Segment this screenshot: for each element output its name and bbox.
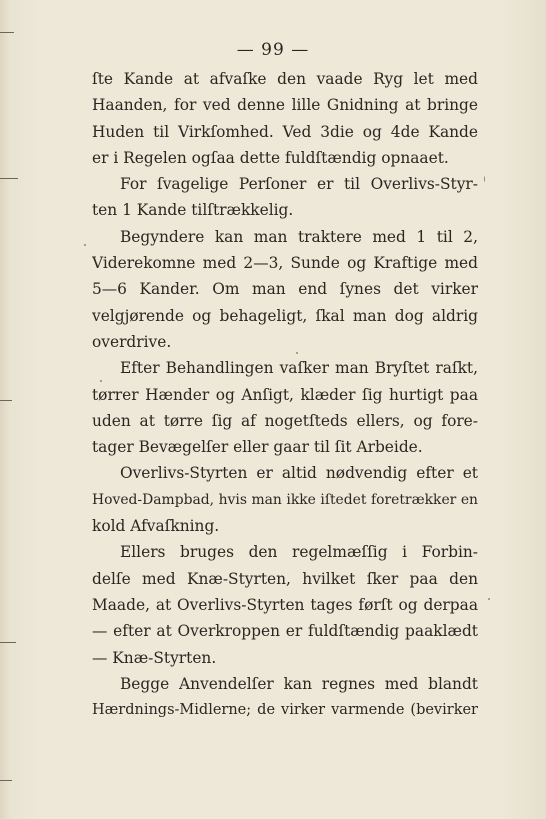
text-line: Viderekomne med 2—3, Sunde og Kraftige med <box>92 254 478 273</box>
text-line: Overlivs-Styrten er altid nødvendig efter et <box>120 464 478 483</box>
text-line: Begyndere kan man traktere med 1 til 2, <box>120 227 478 246</box>
text-line: — Knæ-Styrten. <box>92 648 217 667</box>
text-line: Hoved-Dampbad, hvis man ikke iſtedet foretrækker en <box>92 491 478 508</box>
text-line: Hærdnings-Midlerne; de virker varmende (bevirker <box>92 702 478 719</box>
text-line: kold Afvaſkning. <box>92 517 220 536</box>
body-text <box>92 66 478 723</box>
text-line: overdrive. <box>92 332 172 351</box>
ink-speck <box>84 244 86 246</box>
text-line: tørrer Hænder og Anſigt, klæder ſig hurtigt paa <box>92 385 478 404</box>
text-line: — efter at Overkroppen er fuldſtændig paaklædt <box>92 622 478 641</box>
text-line: Efter Behandlingen vaſker man Bryſtet raſkt, <box>120 359 478 378</box>
gutter-mark <box>0 780 12 781</box>
text-line: velgjørende og behageligt, ſkal man dog aldrig <box>92 306 478 325</box>
gutter-mark <box>0 400 12 401</box>
text-line: er i Regelen ogſaa dette fuldſtændig opnaaet. <box>92 148 449 167</box>
text-line: Ellers bruges den regelmæſſig i Forbin- <box>120 543 478 562</box>
text-line: 5—6 Kander. Om man end ſynes det virker <box>92 280 478 299</box>
text-line: Maade, at Overlivs-Styrten tages førſt og derpaa <box>92 595 478 614</box>
text-line: Begge Anvendelſer kan regnes med blandt <box>120 674 478 693</box>
text-line: ten 1 Kande tilſtrækkelig. <box>92 201 294 220</box>
gutter-mark <box>0 642 16 643</box>
text-line: tager Bevægelſer eller gaar til ſit Arbeide. <box>92 438 423 457</box>
gutter-mark <box>0 178 18 179</box>
page-number: — 99 — <box>236 40 310 60</box>
text-line: uden at tørre ſig af nogetſteds ellers, og fore- <box>92 411 478 430</box>
text-line: For ſvagelige Perſoner er til Overlivs-Styr- <box>120 175 478 194</box>
text-line: Huden til Virkſomhed. Ved 3die og 4de Kande <box>92 122 478 141</box>
ink-speck <box>488 598 490 600</box>
text-line: ſte Kande at afvaſke den vaade Ryg let med <box>92 70 478 88</box>
text-line: delſe med Knæ-Styrten, hvilket ſker paa den <box>92 569 478 588</box>
gutter-mark <box>0 32 14 33</box>
ink-speck <box>484 176 485 182</box>
text-line: Haanden, for ved denne lille Gnidning at bringe <box>92 96 478 115</box>
